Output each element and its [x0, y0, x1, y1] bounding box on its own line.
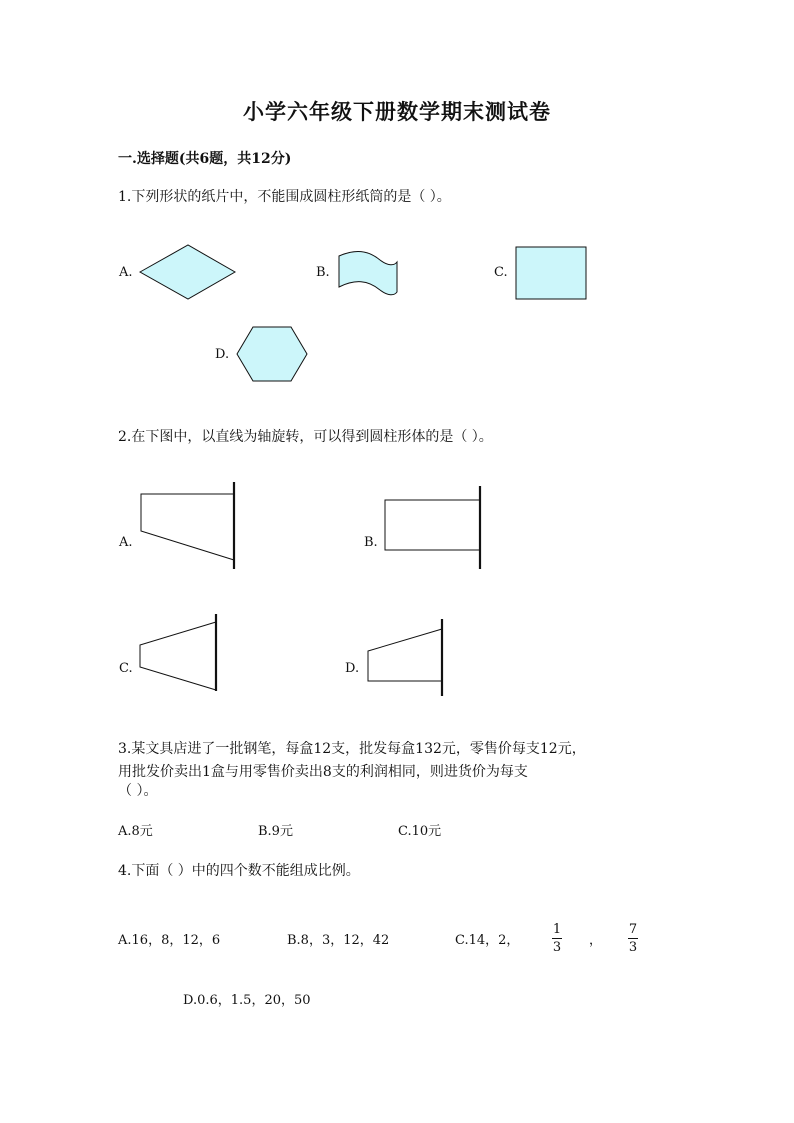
- question-4-text: 4.下面（ ）中的四个数不能组成比例。: [118, 863, 360, 879]
- q4-option-c-fraction-2: [628, 922, 638, 955]
- q1-option-a-label: A.: [119, 265, 133, 280]
- q4-option-d: D.0.6，1.5，20，50: [183, 993, 311, 1008]
- q2-figure-c: [140, 614, 216, 691]
- q1-hexagon-shape: [237, 327, 307, 381]
- q2-option-c-label: C.: [119, 661, 133, 676]
- fraction-bar: [552, 938, 562, 939]
- q1-rhombus-shape: [140, 245, 235, 299]
- fraction-numerator: 1: [552, 922, 562, 937]
- q4-option-c-fraction-1: [552, 922, 562, 955]
- q3-option-c: C.10元: [398, 824, 442, 839]
- q1-option-b-label: B.: [316, 265, 330, 280]
- fraction-denominator: 3: [628, 940, 638, 955]
- q4-option-c-prefix: C.14，2，: [455, 933, 520, 948]
- q4-option-a: A.16，8，12，6: [118, 933, 221, 948]
- q2-figure-a: [141, 482, 234, 569]
- q2-option-d-label: D.: [345, 661, 360, 676]
- q1-wavy-sheet-shape: [339, 251, 397, 294]
- q3-option-a: A.8元: [118, 824, 153, 839]
- fraction-numerator: 7: [628, 922, 638, 937]
- q1-rectangle-shape: [516, 247, 586, 299]
- page-title: 小学六年级下册数学期末测试卷: [243, 99, 551, 124]
- question-3-line-3: （ ）。: [118, 783, 158, 799]
- question-2-text: 2.在下图中，以直线为轴旋转，可以得到圆柱形体的是（ ）。: [118, 429, 493, 445]
- question-3-line-2: 用批发价卖出1盒与用零售价卖出8支的利润相同，则进货价为每支: [118, 764, 528, 780]
- q3-option-b: B.9元: [258, 824, 293, 839]
- q2-option-a-label: A.: [119, 535, 133, 550]
- fraction-bar: [628, 938, 638, 939]
- question-1-text: 1.下列形状的纸片中，不能围成圆柱形纸筒的是（ ）。: [118, 189, 451, 205]
- q1-option-d-label: D.: [215, 347, 230, 362]
- q4-option-c-separator: ，: [589, 933, 603, 948]
- q2-figure-b: [385, 486, 480, 569]
- fraction-denominator: 3: [552, 940, 562, 955]
- q2-option-b-label: B.: [364, 535, 378, 550]
- q4-option-b: B.8，3，12，42: [287, 933, 390, 948]
- q1-option-c-label: C.: [494, 265, 508, 280]
- question-3-line-1: 3.某文具店进了一批钢笔，每盒12支，批发每盒132元，零售价每支12元，: [118, 741, 586, 757]
- q2-figure-d: [368, 619, 442, 696]
- section-heading: 一.选择题(共6题，共12分): [118, 151, 292, 167]
